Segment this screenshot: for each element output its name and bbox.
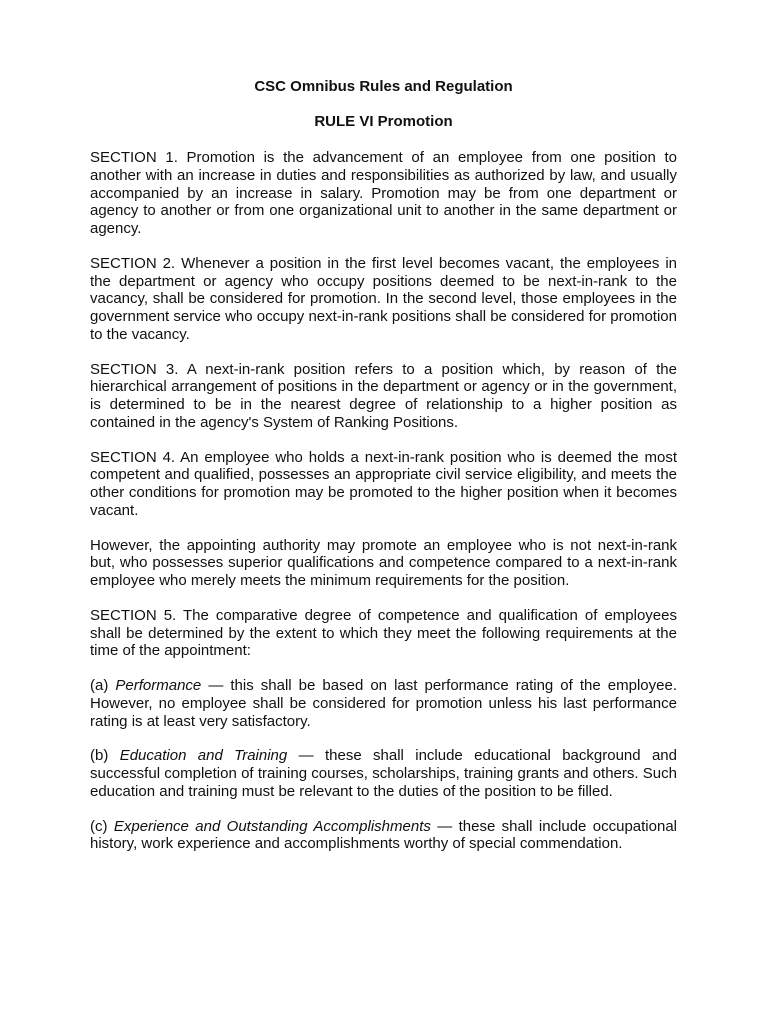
requirement-item-experience bbox=[90, 818, 677, 854]
section-2-paragraph: SECTION 2. Whenever a position in the first level becomes vacant, the employees in the department or agency who occupy positions deemed to be next-in-rank to the vacancy, shall be considered for promotion. In the second level, those employees in the government service who occupy next-in-rank positions shall be considered for promotion to the vacancy. bbox=[90, 254, 677, 343]
requirement-item-education-training bbox=[90, 747, 677, 800]
section-5-paragraph: SECTION 5. The comparative degree of competence and qualification of employees shall be determined by the extent to which they meet the following requirements at the time of the appointment: bbox=[90, 606, 677, 660]
item-term: Experience and Outstanding Accomplishments bbox=[113, 817, 431, 835]
section-4-continuation-paragraph: However, the appointing authority may promote an employee who is not next-in-rank but, who possesses superior qualifications and competence compared to a next-in-rank employee who merely meets the minimum requirements for the position. bbox=[90, 536, 677, 589]
item-prefix: (a) bbox=[90, 677, 116, 694]
section-4-paragraph: SECTION 4. An employee who holds a next-in-rank position who is deemed the most competent and qualified, possesses an appropriate civil service eligibility, and meets the other conditions for promotion may be promoted to the higher position when it becomes vacant. bbox=[90, 448, 677, 519]
item-term: Education and Training bbox=[119, 747, 288, 765]
rule-heading: RULE VI Promotion bbox=[314, 113, 453, 130]
document-title: CSC Omnibus Rules and Regulation bbox=[254, 78, 513, 95]
item-prefix: (c) bbox=[90, 817, 114, 835]
item-text: — these shall include occupational history, work experience and accomplishments worthy of special commendation. bbox=[90, 817, 677, 853]
section-3-paragraph: SECTION 3. A next-in-rank position refers to a position which, by reason of the hierarchical arrangement of positions in the department or agency or in the government, is determined to be in the nearest degree of relationship to a higher position as contained in the agency's System of Ranking Positions. bbox=[90, 360, 677, 431]
requirement-item-performance bbox=[90, 677, 677, 730]
item-prefix: (b) bbox=[90, 747, 120, 765]
item-text: — these shall include educational background and successful completion of training courses, scholarships, training grants and others. Such education and training must be relevant to the duties of the position to be filled. bbox=[90, 747, 677, 800]
item-text: — this shall be based on last performance rating of the employee. However, no employee shall be considered for promotion unless his last performance rating is at least very satisfactory. bbox=[90, 677, 677, 730]
item-term: Performance bbox=[115, 677, 202, 694]
document-page bbox=[90, 78, 677, 853]
section-1-paragraph: SECTION 1. Promotion is the advancement of an employee from one position to another with an increase in duties and responsibilities as authorized by law, and usually accompanied by an increase in salary. Promotion may be from one department or agency to another or from one organizational unit to another in the same department or agency. bbox=[90, 149, 677, 237]
